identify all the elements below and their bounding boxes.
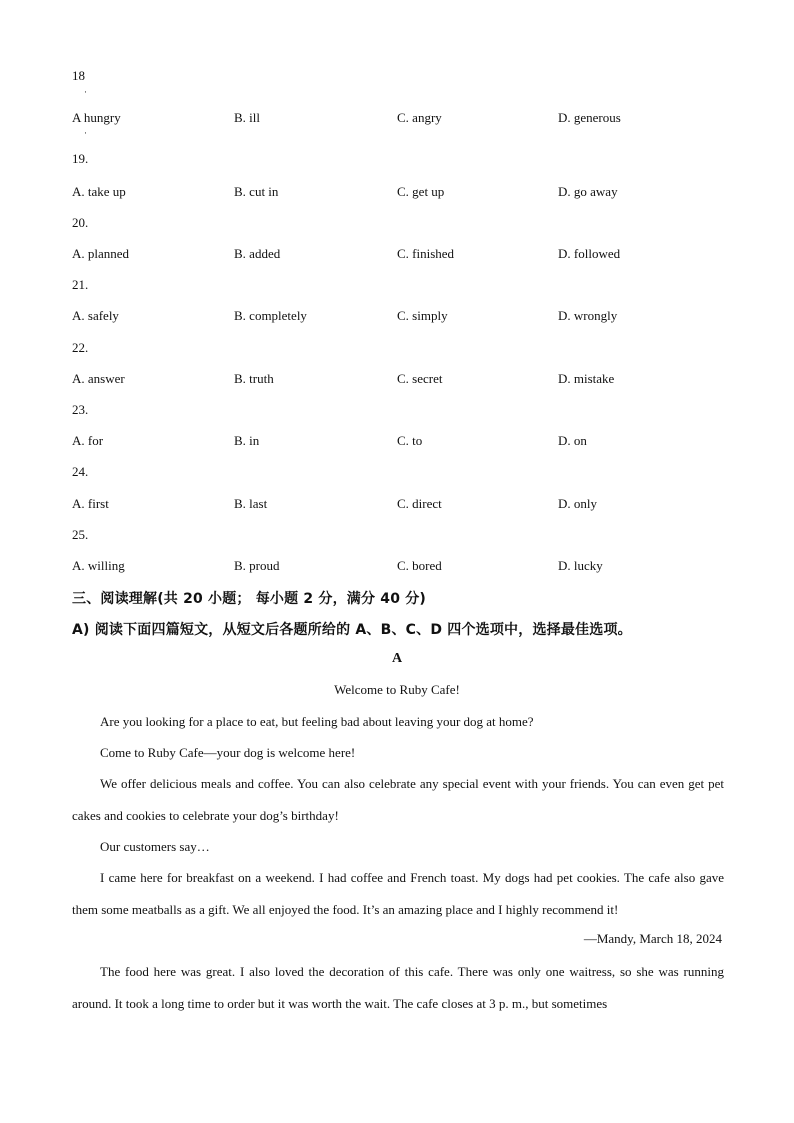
- option-a: A. take up: [72, 184, 126, 199]
- option-b: B. completely: [234, 308, 307, 323]
- option-a: A. answer: [72, 371, 125, 386]
- option-d: D. mistake: [558, 371, 615, 386]
- option-d: D. only: [558, 496, 597, 511]
- passage-letter: A: [391, 651, 403, 666]
- option-a: A. safely: [72, 308, 119, 323]
- option-d: D. followed: [558, 246, 621, 261]
- passage-paragraph: Are you looking for a place to eat, but feeling bad about leaving your dog at home?: [100, 714, 534, 729]
- dot-mark: ·: [84, 87, 87, 97]
- option-b: B. in: [234, 433, 260, 448]
- option-c: C. simply: [397, 308, 448, 323]
- option-c: C. direct: [397, 496, 442, 511]
- option-b: B. added: [234, 246, 281, 261]
- option-a: A hungry: [72, 110, 121, 125]
- dot-mark: ·: [84, 128, 87, 138]
- question-number: 23.: [72, 402, 89, 417]
- review-signature: —Mandy, March 18, 2024: [583, 931, 722, 946]
- option-d: D. lucky: [558, 558, 603, 573]
- passage-paragraph: The food here was great. I also loved the decoration of this cafe. There was only one waitress, so she was running around. It took a long time to order but it was worth the wait. The cafe closes at 3 p. m., but sometimes: [72, 964, 724, 1011]
- option-a: A. first: [72, 496, 109, 511]
- option-c: C. angry: [397, 110, 442, 125]
- passage-paragraph: Come to Ruby Cafe—your dog is welcome here!: [100, 745, 356, 760]
- question-number: 18: [72, 68, 85, 83]
- option-c: C. secret: [397, 371, 443, 386]
- option-c: C. to: [397, 433, 423, 448]
- option-c: C. get up: [397, 184, 445, 199]
- option-b: B. proud: [234, 558, 280, 573]
- section-heading: 三、阅读理解(共 20 小题； 每小题 2 分，满分 40 分): [72, 591, 427, 607]
- question-number: 22.: [72, 340, 89, 355]
- option-d: D. on: [558, 433, 587, 448]
- passage-paragraph: Our customers say…: [100, 839, 210, 854]
- question-number: 24.: [72, 464, 89, 479]
- option-d: D. go away: [558, 184, 618, 199]
- passage-paragraph: We offer delicious meals and coffee. You can also celebrate any special event with your friends. You can even get pet cakes and cookies to celebrate your dog’s birthday!: [72, 776, 724, 823]
- question-number: 20.: [72, 215, 89, 230]
- option-b: B. ill: [234, 110, 261, 125]
- option-d: D. generous: [558, 110, 621, 125]
- option-b: B. last: [234, 496, 268, 511]
- question-number: 19.: [72, 151, 89, 166]
- question-number: 25.: [72, 527, 89, 542]
- section-instruction: A) 阅读下面四篇短文，从短文后各题所给的 A、B、C、D 四个选项中，选择最佳选项。: [72, 622, 632, 638]
- option-d: D. wrongly: [558, 308, 618, 323]
- question-number: 21.: [72, 277, 89, 292]
- option-c: C. finished: [397, 246, 455, 261]
- option-b: B. truth: [234, 371, 274, 386]
- option-a: A. planned: [72, 246, 130, 261]
- option-c: C. bored: [397, 558, 442, 573]
- option-b: B. cut in: [234, 184, 279, 199]
- passage-title: Welcome to Ruby Cafe!: [334, 682, 460, 697]
- passage-paragraph: I came here for breakfast on a weekend. I had coffee and French toast. My dogs had pet cookies. The cafe also gave them some meatballs as a gift. We all enjoyed the food. It’s an amazing place and I highly recommend it!: [72, 870, 724, 917]
- option-a: A. for: [72, 433, 104, 448]
- option-a: A. willing: [72, 558, 125, 573]
